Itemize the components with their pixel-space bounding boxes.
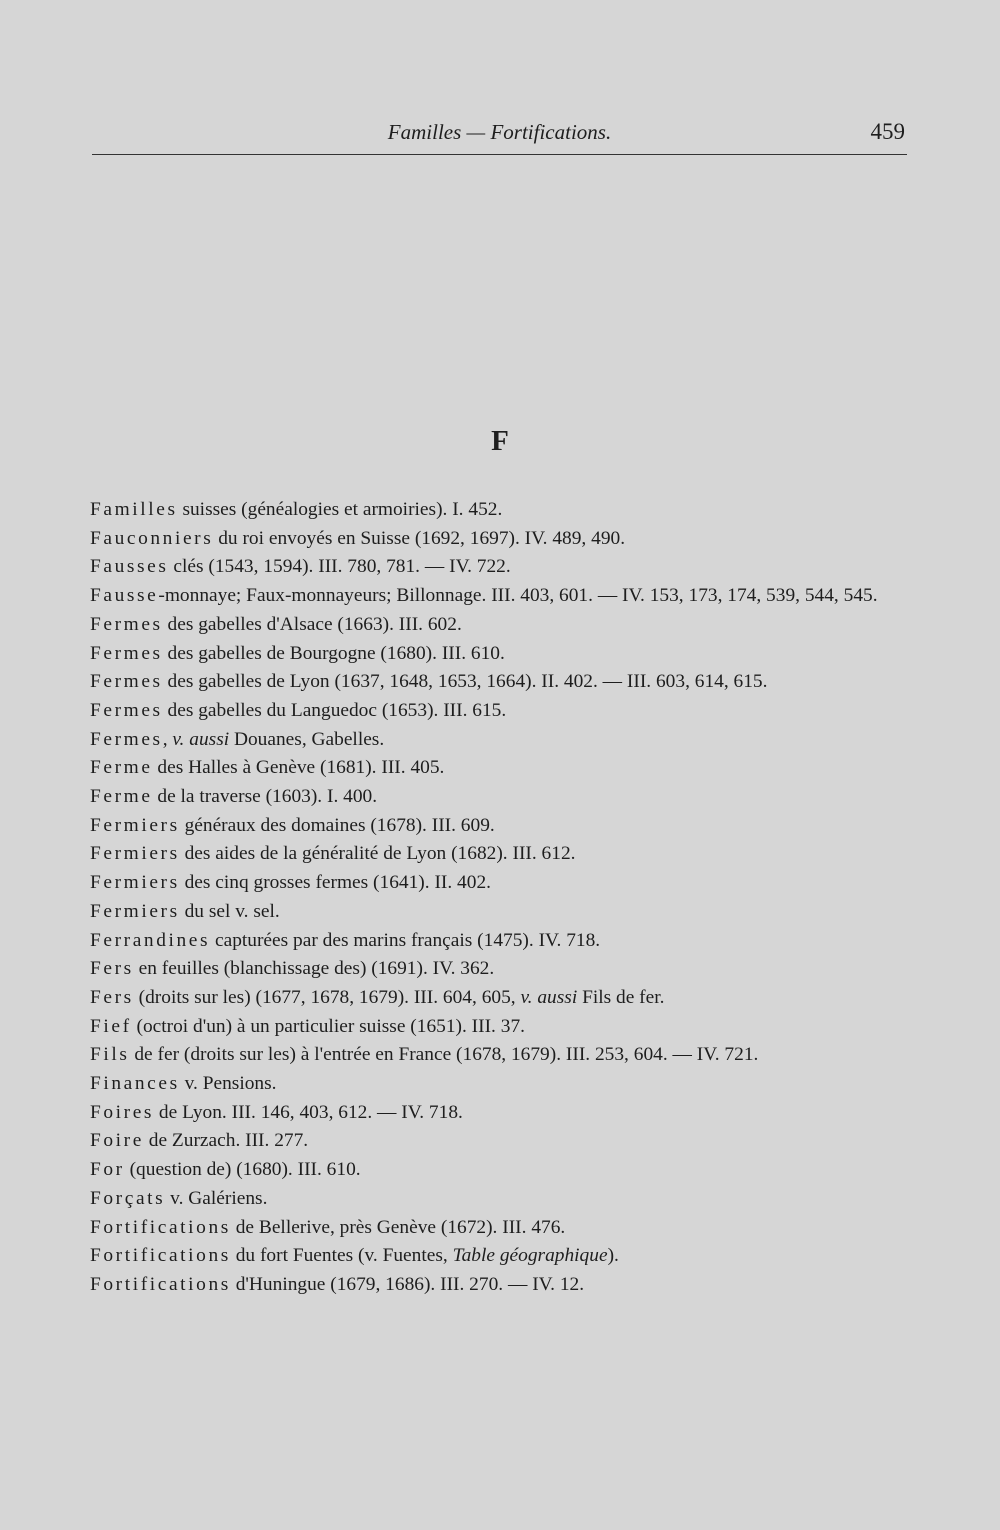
entry-text: suisses (généalogies et armoiries). I. 452. (177, 499, 503, 520)
entry-keyword: Fermes (90, 642, 163, 664)
entry-keyword: Fortifications (90, 1273, 231, 1295)
index-entry (90, 1041, 908, 1070)
index-entry (90, 697, 908, 726)
index-entry (90, 1127, 908, 1156)
entry-text: de la traverse (1603). I. 400. (152, 786, 378, 808)
entry-text: du fort Fuentes (v. Fuentes, (230, 1245, 453, 1267)
index-entry (90, 611, 908, 640)
index-entry (90, 1185, 908, 1214)
index-entry (90, 1156, 908, 1185)
entry-text: (droits sur les) (1677, 1678, 1679). III. 604, 605, (133, 986, 521, 1008)
section-letter: F (491, 425, 509, 457)
entry-keyword: Fermes (90, 671, 163, 693)
running-title-left: Familles (387, 120, 462, 144)
entry-text: de Bellerive, près Genève (1672). III. 476. (230, 1216, 566, 1238)
entry-italic: Table géographique (452, 1245, 608, 1267)
entry-keyword: Fers (90, 958, 134, 980)
entry-keyword: Fermiers (90, 814, 180, 836)
entry-text: -monnaye; Faux-monnayeurs; Billonnage. III. 403, 601. — IV. 153, 173, 174, 539, 544, 545. (158, 585, 878, 607)
entry-text: d'Huningue (1679, 1686). III. 270. — IV. 12. (230, 1273, 585, 1295)
entry-text: des gabelles de Lyon (1637, 1648, 1653, 1664). II. 402. — III. 603, 614, 615. (162, 671, 768, 693)
index-entry (90, 553, 908, 582)
index-entry (90, 840, 908, 869)
entry-text-tail: Fils de fer. (577, 986, 665, 1008)
entry-text: (question de) (1680). III. 610. (124, 1159, 361, 1181)
entry-text: , (162, 728, 173, 750)
entry-keyword: Forçats (90, 1187, 166, 1209)
entry-text: capturées par des marins français (1475). IV. 718. (210, 929, 601, 951)
index-entry (90, 927, 908, 956)
entry-keyword: Foire (90, 1130, 144, 1152)
running-title-dash: — (461, 120, 491, 144)
entry-text: des gabelles du Languedoc (1653). III. 615. (162, 699, 507, 721)
entry-text-tail: ). (607, 1245, 619, 1267)
entry-text: des gabelles d'Alsace (1663). III. 602. (162, 613, 462, 635)
entry-keyword: Fermiers (90, 843, 180, 865)
entry-italic: v. aussi (520, 986, 578, 1008)
index-entry (90, 1242, 908, 1271)
entry-keyword: Fausse (90, 585, 159, 607)
entry-text: généraux des domaines (1678). III. 609. (179, 814, 495, 836)
index-entry (90, 640, 908, 669)
entry-keyword: Fausses (90, 556, 169, 578)
index-entry (90, 783, 908, 812)
entry-keyword: Fermes (90, 728, 163, 750)
entry-keyword: Fermes (90, 613, 163, 635)
entry-text: v. Pensions. (179, 1073, 277, 1095)
entry-keyword: Fortifications (90, 1245, 231, 1267)
entry-keyword: Fermiers (90, 900, 180, 922)
entry-keyword: For (90, 1159, 125, 1181)
entry-keyword: Ferme (90, 757, 153, 779)
entry-text-tail: Douanes, Gabelles. (229, 728, 385, 750)
page-number: 459 (870, 119, 905, 144)
index-entry (90, 1099, 908, 1128)
entry-keyword: Fers (90, 986, 134, 1008)
index-entry (90, 1013, 908, 1042)
index-entry (90, 955, 908, 984)
entry-keyword: Fils (90, 1044, 130, 1066)
entry-text: des Halles à Genève (1681). III. 405. (152, 757, 445, 779)
entry-keyword: Fermes (90, 699, 163, 721)
index-entry (90, 1271, 908, 1300)
entry-keyword: Ferme (90, 786, 153, 808)
entry-italic: v. aussi (172, 728, 230, 750)
running-title (92, 120, 907, 145)
entry-text: des aides de la généralité de Lyon (1682). III. 612. (179, 843, 576, 865)
entry-keyword: Foires (90, 1101, 155, 1123)
entry-keyword: Ferrandines (90, 929, 211, 951)
entry-keyword: Fermiers (90, 872, 180, 894)
entry-text: (octroi d'un) à un particulier suisse (1651). III. 37. (131, 1015, 525, 1037)
index-entry (90, 1070, 908, 1099)
index-entry (90, 525, 908, 554)
index-entry (90, 582, 908, 611)
entry-text: des cinq grosses fermes (1641). II. 402. (179, 872, 491, 894)
entry-keyword: Fief (90, 1015, 132, 1037)
entry-text: des gabelles de Bourgogne (1680). III. 610. (162, 642, 505, 664)
entry-text: de fer (droits sur les) à l'entrée en France (1678, 1679). III. 253, 604. — IV. 721. (129, 1044, 759, 1066)
index-entries (90, 496, 908, 1300)
entry-keyword: Fauconniers (90, 527, 214, 549)
entry-text: v. Galériens. (165, 1187, 268, 1209)
index-entry (90, 812, 908, 841)
entry-keyword: Finances (90, 1073, 180, 1095)
entry-text: du roi envoyés en Suisse (1692, 1697). IV. 489, 490. (213, 527, 626, 549)
index-entry (90, 668, 908, 697)
entry-text: de Lyon. III. 146, 403, 612. — IV. 718. (154, 1101, 463, 1123)
running-title-right: Fortifications. (490, 120, 612, 144)
index-entry (90, 898, 908, 927)
entry-keyword: Fortifications (90, 1216, 231, 1238)
index-entry (90, 754, 908, 783)
running-header (92, 118, 907, 155)
index-entry (90, 496, 908, 525)
entry-keyword: Familles (90, 499, 178, 520)
index-entry (90, 869, 908, 898)
entry-text: clés (1543, 1594). III. 780, 781. — IV. 722. (168, 556, 511, 578)
entry-text: du sel v. sel. (179, 900, 280, 922)
index-entry (90, 1214, 908, 1243)
index-entry (90, 984, 908, 1013)
index-entry (90, 726, 908, 755)
entry-text: de Zurzach. III. 277. (143, 1130, 309, 1152)
entry-text: en feuilles (blanchissage des) (1691). IV. 362. (133, 958, 495, 980)
